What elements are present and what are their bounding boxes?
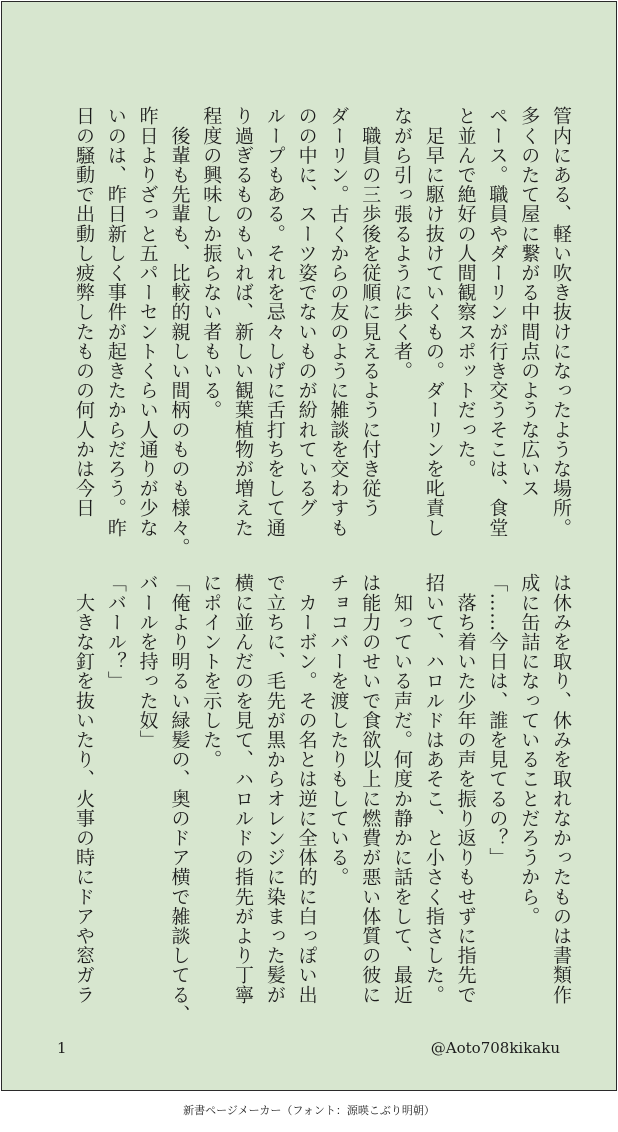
text-column: 程度の興味しか振らない者もいる。 <box>200 106 223 420</box>
text-column: 多くのたて屋に繋がる中間点のような広いス <box>518 106 541 498</box>
text-column: 横に並んだのを見て、ハロルドの指先がより丁寧 <box>232 573 255 1005</box>
text-column: 大きな釘を抜いたり、火事の時にドアや窓ガラ <box>73 573 96 1005</box>
text-column: 管内にある、軽い吹き抜けになったような場所。 <box>550 106 572 538</box>
text-column: 成に缶詰になっていることだろうから。 <box>518 573 541 926</box>
text-column: 知っている声だ。何度か静かに話をして、最近 <box>391 573 414 1005</box>
text-column: で立ちに、毛先が黒からオレンジに染まった髪が <box>263 573 286 1005</box>
text-column: 招いて、ハロルドはあそこ、と小さく指さした。 <box>422 573 445 1005</box>
book-page <box>1 1 617 1091</box>
text-column: バールを持った奴」 <box>136 573 159 750</box>
text-column: 「バール？」 <box>104 573 127 691</box>
text-column: り過ぎるものもいれば、新しい観葉植物が増えた <box>232 106 255 538</box>
author-handle: @Aoto708kikaku <box>430 1039 560 1057</box>
text-column: と並んで絶好の人間観察スポットだった。 <box>454 106 477 479</box>
text-column: ダーリン。古くからの友のように雑談を交わすも <box>327 106 350 538</box>
generator-caption: 新書ページメーカー（フォント：源暎こぶり明朝） <box>183 1104 435 1117</box>
text-column: チョコバーを渡したりもしている。 <box>327 573 350 887</box>
text-column: 「……今日は、誰を見てるの？」 <box>486 573 509 867</box>
text-column: 日の騒動で出動し疲弊したものの何人かは今日 <box>73 106 96 518</box>
text-column: いのは、昨日新しく事件が起きたからだろう。昨 <box>104 106 127 538</box>
text-column: 昨日よりざっと五パーセントくらい人通りが少な <box>136 106 159 538</box>
text-column: 後輩も先輩も、比較的親しい間柄のものも様々。 <box>168 106 191 557</box>
text-column: カーボン。その名とは逆に全体的に白っぽい出 <box>295 573 318 1005</box>
text-column: 足早に駆け抜けていくもの。ダーリンを叱責し <box>422 106 445 538</box>
text-column: のの中に、スーツ姿でないものが紛れているグ <box>295 106 318 518</box>
text-column: 職員の三歩後を従順に見えるように付き従う <box>359 106 382 518</box>
text-column: 「俺より明るい緑髪の、奥のドア横で雑談してる、 <box>168 573 191 1024</box>
text-column: にポイントを示した。 <box>200 573 223 769</box>
text-column: は休みを取り、休みを取れなかったものは書類作 <box>550 573 572 1005</box>
text-block-bottom <box>56 573 576 1024</box>
page-number: 1 <box>57 1039 67 1057</box>
text-column: ループもある。それを忌々しげに舌打ちをして通 <box>263 106 286 538</box>
text-column: は能力のせいで食欲以上に燃費が悪い体質の彼に <box>359 573 382 1005</box>
text-column: 落ち着いた少年の声を振り返りもせずに指先で <box>454 573 477 1005</box>
text-column: ながら引っ張るように歩く者。 <box>391 106 414 381</box>
text-column: ペース。職員やダーリンが行き交うそこは、食堂 <box>486 106 509 538</box>
text-block-top <box>56 106 576 557</box>
